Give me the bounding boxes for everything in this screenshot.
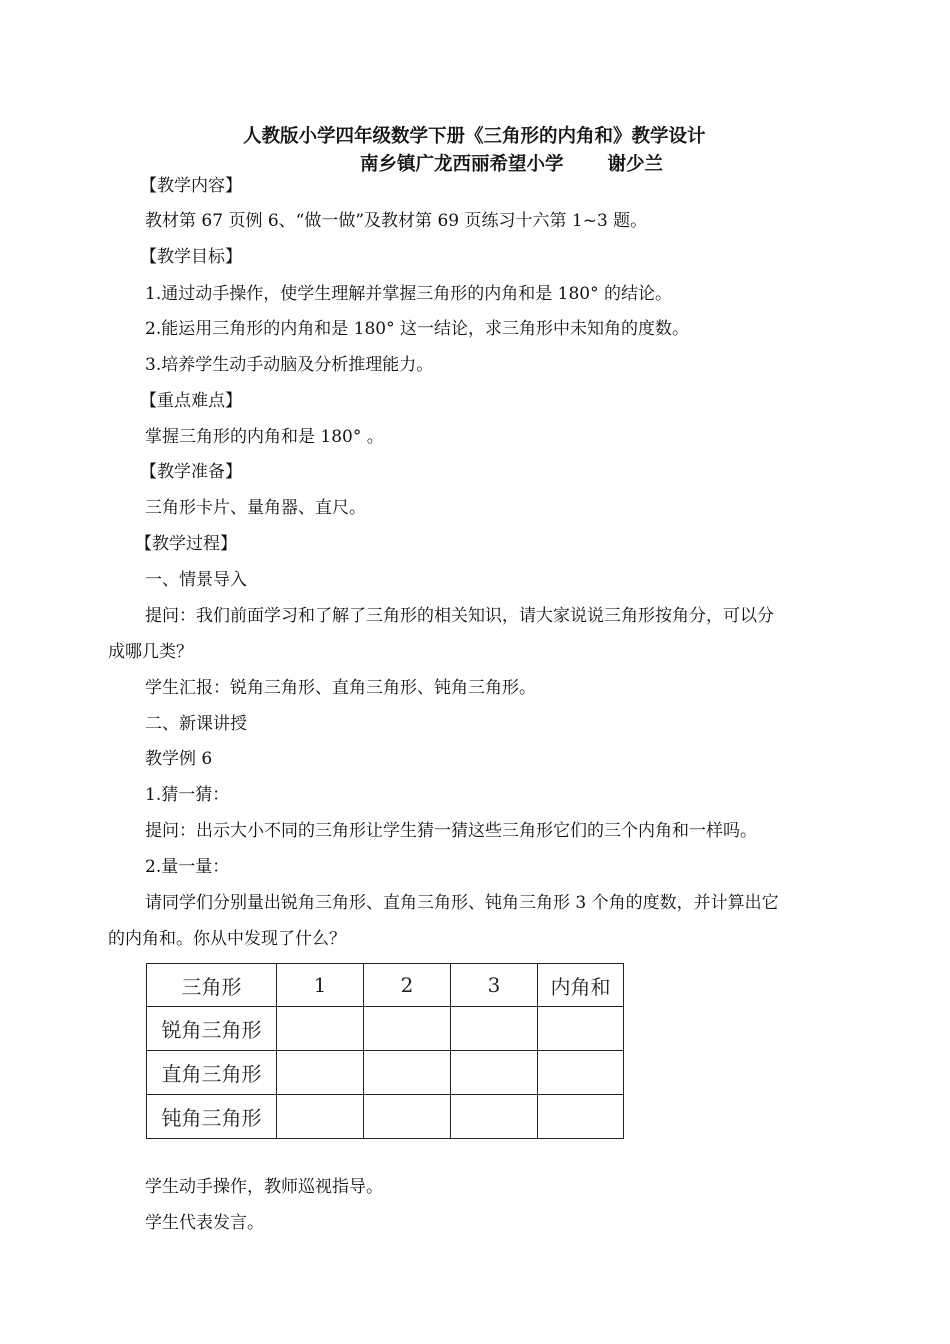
- row-label-obtuse: 钝角三角形: [147, 1095, 277, 1139]
- after-table-1: 学生动手操作，教师巡视指导。: [145, 1177, 383, 1197]
- content-heading: 【教学内容】: [140, 176, 242, 196]
- table-row: [147, 1051, 624, 1095]
- prep-text: 三角形卡片、量角器、直尺。: [145, 498, 366, 518]
- prep-heading: 【教学准备】: [140, 462, 242, 482]
- table-header-cell: 三角形: [147, 964, 277, 1007]
- blank-cell: [451, 1051, 538, 1095]
- table-row: [147, 1007, 624, 1051]
- step-1-text: 提问：出示大小不同的三角形让学生猜一猜这些三角形它们的三个内角和一样吗。: [145, 821, 757, 841]
- step-1-label: 1.猜一猜：: [145, 785, 230, 805]
- example-label: 教学例 6: [145, 749, 213, 769]
- goal-3: 3.培养学生动手动脑及分析推理能力。: [145, 355, 434, 375]
- blank-cell: [538, 1095, 624, 1139]
- blank-cell: [451, 1007, 538, 1051]
- row-label-acute: 锐角三角形: [147, 1007, 277, 1051]
- question-line-2: 成哪几类？: [108, 642, 193, 662]
- student-report: 学生汇报：锐角三角形、直角三角形、钝角三角形。: [145, 678, 536, 698]
- blank-cell: [277, 1095, 364, 1139]
- document-title: 人教版小学四年级数学下册《三角形的内角和》教学设计: [243, 126, 706, 147]
- table-header-cell: 内角和: [538, 964, 624, 1007]
- row-label-right: 直角三角形: [147, 1051, 277, 1095]
- step-2-line-1: 请同学们分别量出锐角三角形、直角三角形、钝角三角形 3 个角的度数，并计算出它: [145, 893, 779, 913]
- school-name: 南乡镇广龙西丽希望小学: [360, 154, 564, 175]
- blank-cell: [364, 1007, 451, 1051]
- table-header-cell: 2: [364, 964, 451, 1007]
- goal-2: 2.能运用三角形的内角和是 180° 这一结论，求三角形中未知角的度数。: [145, 319, 689, 339]
- question-line-1: 提问：我们前面学习和了解了三角形的相关知识，请大家说说三角形按角分，可以分: [145, 606, 774, 626]
- key-heading: 【重点难点】: [140, 391, 242, 411]
- measurement-table: [146, 963, 624, 1139]
- goals-heading: 【教学目标】: [140, 247, 242, 267]
- content-text: 教材第 67 页例 6、“做一做”及教材第 69 页练习十六第 1~3 题。: [145, 211, 648, 231]
- blank-cell: [451, 1095, 538, 1139]
- blank-cell: [538, 1007, 624, 1051]
- blank-cell: [277, 1051, 364, 1095]
- part2-heading: 二、新课讲授: [145, 714, 247, 734]
- key-text: 掌握三角形的内角和是 180° 。: [145, 427, 384, 447]
- table-row: [147, 1095, 624, 1139]
- blank-cell: [364, 1095, 451, 1139]
- blank-cell: [277, 1007, 364, 1051]
- table-header-cell: 3: [451, 964, 538, 1007]
- blank-cell: [538, 1051, 624, 1095]
- part1-heading: 一、情景导入: [145, 570, 247, 590]
- after-table-2: 学生代表发言。: [145, 1213, 264, 1233]
- goal-1: 1.通过动手操作，使学生理解并掌握三角形的内角和是 180° 的结论。: [145, 284, 672, 304]
- table-header-row: [147, 964, 624, 1007]
- author-name: 谢少兰: [607, 154, 664, 175]
- table-header-cell: 1: [277, 964, 364, 1007]
- document-subtitle: [360, 150, 663, 176]
- process-heading: 【教学过程】: [135, 534, 237, 554]
- step-2-line-2: 的内角和。你从中发现了什么？: [108, 929, 346, 949]
- blank-cell: [364, 1051, 451, 1095]
- step-2-label: 2.量一量：: [145, 857, 230, 877]
